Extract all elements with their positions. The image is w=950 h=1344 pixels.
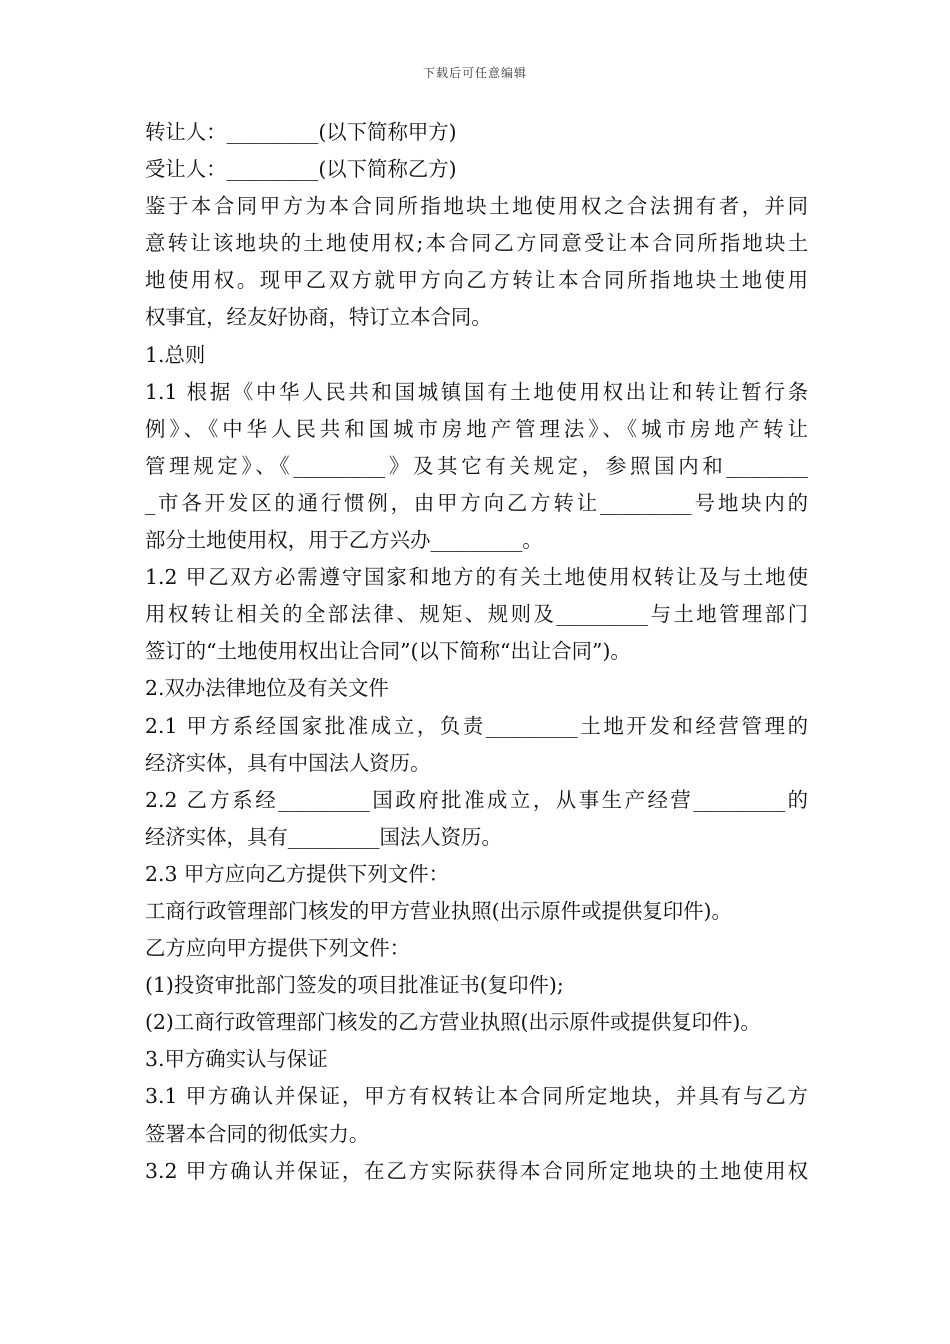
page-header-note: 下载后可任意编辑 [422, 66, 527, 80]
contract-text-line: 乙方应向甲方提供下列文件： [145, 936, 411, 961]
contract-text-line: 经济实体，具有中国法人资历。 [145, 750, 431, 775]
contract-text-line: 2.1 甲方系经国家批准成立，负责_________土地开发和经营管理的 [145, 713, 808, 738]
contract-text-line: 地使用权。现甲乙双方就甲方向乙方转让本合同所指地块土地使用 [145, 268, 808, 293]
contract-text-line: (1)投资审批部门签发的项目批准证书(复印件); [145, 973, 564, 998]
contract-text-line: 受让人：_________(以下简称乙方) [145, 157, 457, 182]
contract-text-line: 管理规定》、《_________》及其它有关规定，参照国内和________ [145, 453, 808, 478]
contract-text-line: 部分土地使用权，用于乙方兴办_________。 [145, 528, 543, 553]
contract-text-line: 1.总则 [145, 342, 206, 367]
contract-text-line: 2.3 甲方应向乙方提供下列文件： [145, 861, 449, 886]
contract-text-line: 签订的“土地使用权出让合同”(以下简称“出让合同”)。 [145, 639, 631, 664]
contract-text-line: 2.双办法律地位及有关文件 [145, 676, 389, 701]
contract-text-line: 3.1 甲方确认并保证，甲方有权转让本合同所定地块，并具有与乙方 [145, 1084, 808, 1109]
contract-text-line: 工商行政管理部门核发的甲方营业执照(出示原件或提供复印件)。 [145, 898, 732, 923]
contract-text-line: 经济实体，具有_________国法人资历。 [145, 824, 502, 849]
contract-text-line: 例》、《中华人民共和国城市房地产管理法》、《城市房地产转让 [145, 416, 808, 441]
contract-text-line: 1.1 根据《中华人民共和国城镇国有土地使用权出让和转让暂行条 [145, 379, 808, 404]
contract-text-line: 权事宜，经友好协商，特订立本合同。 [145, 305, 492, 330]
contract-text-line: 鉴于本合同甲方为本合同所指地块土地使用权之合法拥有者，并同 [145, 194, 808, 219]
contract-body [145, 114, 808, 1190]
contract-text-line: 1.2 甲乙双方必需遵守国家和地方的有关土地使用权转让及与土地使 [145, 565, 808, 590]
contract-text-line: 用权转让相关的全部法律、规矩、规则及_________与土地管理部门 [145, 602, 808, 627]
contract-text-line: 3.甲方确实认与保证 [145, 1047, 328, 1072]
contract-text-line: 转让人：_________(以下简称甲方) [145, 120, 457, 144]
contract-text-line: 意转让该地块的土地使用权;本合同乙方同意受让本合同所指地块土 [145, 231, 808, 256]
contract-text-line: 2.2 乙方系经_________国政府批准成立，从事生产经营_________的 [145, 787, 808, 812]
contract-text-line: 签署本合同的彻低实力。 [145, 1121, 370, 1146]
contract-text-line: (2)工商行政管理部门核发的乙方营业执照(出示原件或提供复印件)。 [145, 1010, 761, 1035]
contract-text-line: _市各开发区的通行惯例，由甲方向乙方转让_________号地块内的 [145, 490, 808, 515]
contract-text-line: 3.2 甲方确认并保证，在乙方实际获得本合同所定地块的土地使用权 [145, 1158, 808, 1183]
